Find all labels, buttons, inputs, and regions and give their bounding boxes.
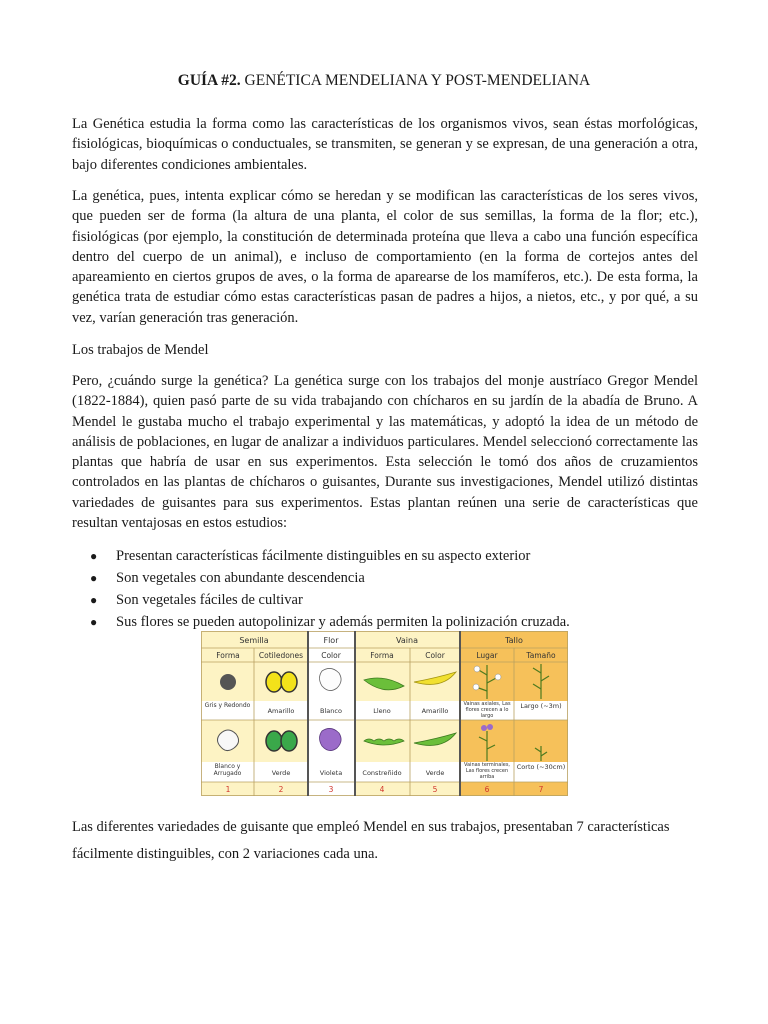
- subheader-forma-vaina: Forma: [370, 651, 394, 660]
- paragraph-varieties: Las diferentes variedades de guisante que empleó Mendel en sus trabajos, presentaban 7 características fácilmente distinguibles, con 2 variaciones cada una.: [72, 819, 670, 862]
- bullet-icon: ●: [90, 593, 98, 607]
- trait-dominant-5: Amarillo: [421, 707, 449, 715]
- paragraph-mendel: Pero, ¿cuándo surge la genética? La genética surge con los trabajos del monje austríaco Gregor Mendel (1822-1884), quien pasó parte de su vida trabajando con chícharos en su jardín de la abadía de Bruno. A Mendel le gustaba mucho el trabajo experimental y las matemáticas, y adoptó la idea de un método de análisis de poblaciones, en lugar de analizar a individuos particulares. Mendel seleccionó correctamente las plantas que habría de usar en sus experimentos. Esta selección le tomó dos años de cruzamientos controlados en las plantas de chícharos o guisantes, Durante sus investigaciones, Mendel utilizó distintas variedades de guisantes para sus experimentos. Estas plantan reúnen una serie de características que resultan ventajosas en estos estudios:: [72, 373, 698, 532]
- trait-recessive-7: Corto (~30cm): [516, 763, 566, 771]
- title-rest: GENÉTICA MENDELIANA Y POST-MENDELIANA: [240, 72, 591, 89]
- trait-dominant-1: Gris y Redondo: [204, 702, 251, 709]
- section-heading-mendel: Los trabajos de Mendel: [72, 342, 209, 358]
- list-item: ● Son vegetales fáciles de cultivar: [88, 589, 570, 611]
- trait-recessive-4: Constreñido: [362, 769, 402, 777]
- group-header-semilla: Semilla: [239, 636, 269, 645]
- bullet-list: [88, 545, 570, 633]
- group-header-vaina: Vaina: [396, 636, 418, 645]
- mendel-traits-figure: [201, 631, 568, 796]
- trait-dominant-6: Vainas axiales, Las flores crecen a lo largo: [463, 701, 511, 719]
- trait-number: 4: [379, 785, 385, 794]
- trait-recessive-2: Verde: [271, 769, 291, 777]
- paragraph-intro: La Genética estudia la forma como las características de los organismos vivos, sean éstas morfológicas, fisiológicas, bioquímicas o conductuales, se transmiten, se generan y se expresan, de una generación a otra, bajo diferentes condiciones ambientales.: [72, 116, 698, 173]
- list-item: ● Sus flores se pueden autopolinizar y además permiten la polinización cruzada.: [88, 611, 570, 633]
- yellow-cotyledon-icon: [266, 672, 282, 692]
- bullet-icon: ●: [90, 615, 98, 629]
- bullet-icon: ●: [90, 571, 98, 585]
- page-title: [0, 72, 768, 90]
- violet-flower-icon: [320, 728, 342, 750]
- subheader-lugar: Lugar: [476, 651, 498, 660]
- trait-number: 6: [484, 785, 490, 794]
- title-bold-part: GUÍA #2.: [177, 72, 241, 89]
- trait-dominant-3: Blanco: [320, 707, 342, 715]
- trait-recessive-6: Vainas terminales, Las flores crecen arriba: [463, 762, 511, 780]
- list-item: ● Presentan características fácilmente distinguibles en su aspecto exterior: [88, 545, 570, 567]
- trait-number: 5: [432, 785, 438, 794]
- subheader-color: Color: [321, 651, 341, 660]
- green-cotyledon-icon: [266, 731, 282, 751]
- group-header-tallo: Tallo: [505, 636, 523, 645]
- list-item: ● Son vegetales con abundante descendencia: [88, 567, 570, 589]
- trait-recessive-3: Violeta: [319, 769, 343, 777]
- subheader-cotiledones: Cotiledones: [258, 651, 304, 660]
- trait-dominant-4: Lleno: [373, 707, 391, 715]
- white-flower-icon: [320, 668, 342, 690]
- trait-number: 7: [538, 785, 544, 794]
- wrinkled-seed-icon: [218, 730, 239, 751]
- trait-dominant-2: Amarillo: [267, 707, 295, 715]
- trait-recessive-5: Verde: [425, 769, 445, 777]
- trait-dominant-7: Largo (~3m): [520, 702, 562, 710]
- bullet-icon: ●: [90, 549, 98, 563]
- traits-table-svg: [201, 631, 568, 796]
- subheader-forma: Forma: [216, 651, 240, 660]
- paragraph-genetics: La genética, pues, intenta explicar cómo se heredan y se modifican las características de los seres vivos, que pueden ser de forma (la altura de una planta, el color de sus semillas, la forma de la flor; etc.), fisiológicas (por ejemplo, la constitución de determinada proteína que lleva a cabo una función específica dentro del cuerpo de un animal), e incluso de comportamiento (en la forma de cortejos antes del apareamiento en ciertos grupos de aves, o la forma de aparearse de los mamíferos, etc.). De esta forma, la genética trata de estudiar cómo estas características pasan de padres a hijos, a nietos, etc., y por qué, a su vez, varían generación tras generación.: [72, 188, 698, 326]
- trait-recessive-1: Blanco y Arrugado: [213, 763, 242, 777]
- subheader-tamano: Tamaño: [526, 651, 556, 660]
- subheader-color-vaina: Color: [425, 651, 445, 660]
- round-seed-icon: [220, 674, 236, 690]
- trait-number: 1: [225, 785, 231, 794]
- group-header-flor: Flor: [323, 636, 339, 645]
- trait-number: 2: [278, 785, 284, 794]
- trait-number: 3: [328, 785, 334, 794]
